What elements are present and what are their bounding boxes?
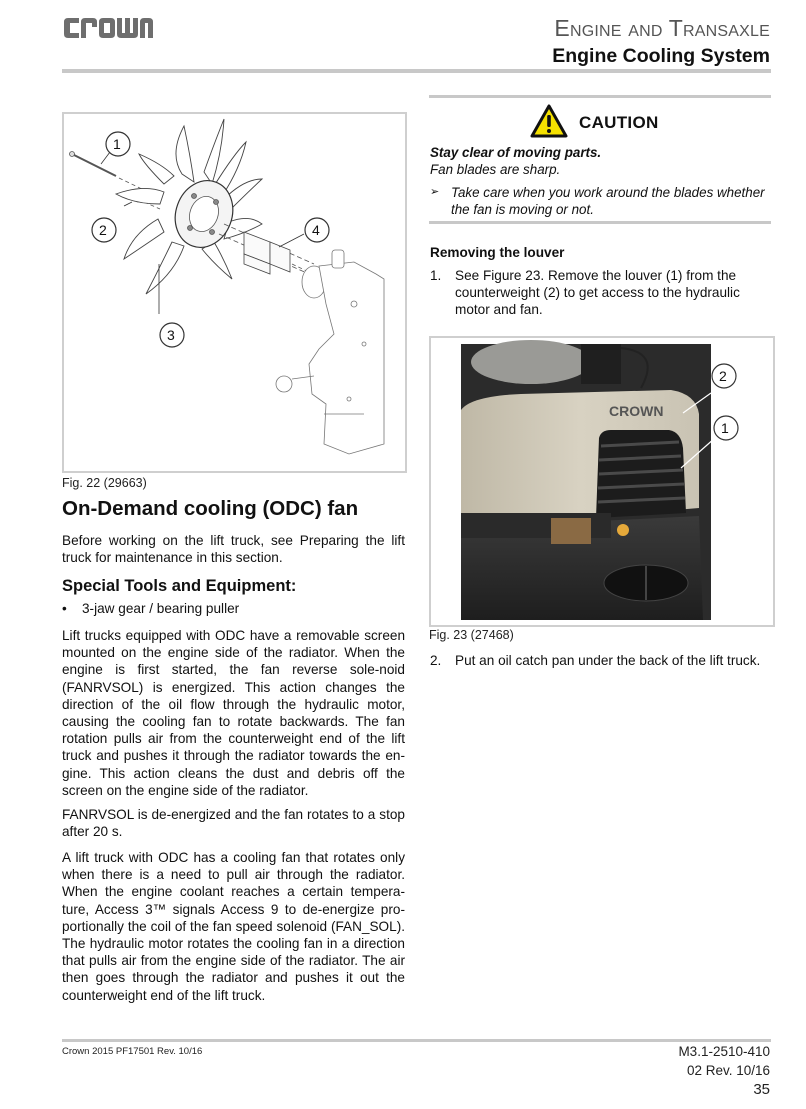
figure-22-caption: Fig. 22 (29663) — [62, 476, 147, 490]
figure-23-callouts — [712, 364, 738, 440]
svg-text:1: 1 — [113, 136, 121, 152]
svg-text:3: 3 — [167, 327, 175, 343]
figure-23-caption: Fig. 23 (27468) — [429, 628, 514, 642]
step-2: 2. Put an oil catch pan under the back of the lift truck. — [430, 653, 761, 668]
special-tools-heading: Special Tools and Equipment: — [62, 577, 297, 595]
caution-line-1: Stay clear of moving parts. — [430, 145, 602, 160]
footer-copyright: Crown 2015 PF17501 Rev. 10/16 — [62, 1046, 203, 1057]
caution-title: CAUTION — [579, 113, 659, 132]
page-number: 35 — [753, 1081, 770, 1098]
warning-triangle-icon — [530, 104, 568, 138]
bullet-dot-icon: • — [62, 601, 67, 616]
svg-text:4: 4 — [312, 222, 320, 238]
odc-paragraph-2: FANRVSOL is de-energized and the fan rotates to a stop after 20 s. — [62, 807, 405, 840]
arrow-bullet-icon: ➢ — [430, 186, 440, 198]
odc-paragraph-1: Lift trucks equipped with ODC have a removable screen mounted on the engine side of the radiator. When the engine is first started, the fan reverse sole-noid (FANRVSOL) is energized. This action changes the direction of the oil flow through the hydraulic motor, causing the cooling fan to rotate backwards. The fan rotation pulls air from the counterweight end of the lift truck and pushes it through the radiator towards the en-gine. This action cleans the dust and debris off the screen on the engine side of the radiator. — [62, 628, 405, 798]
odc-intro-paragraph: Before working on the lift truck, see Preparing the lift truck for maintenance in this section. — [62, 533, 405, 566]
fan-assembly-illustration — [64, 114, 405, 471]
footer-revision: 02 Rev. 10/16 — [686, 1063, 770, 1078]
step-1: 1. See Figure 23. Remove the louver (1) from the counterweight (2) to get access to the hydraulic motor and fan. — [430, 268, 740, 318]
svg-text:1: 1 — [721, 420, 729, 436]
caution-top-divider — [429, 95, 771, 98]
truck-brand: CROWN — [609, 403, 664, 419]
footer-divider — [62, 1039, 771, 1042]
counterweight-photo — [431, 338, 773, 625]
header-divider — [62, 69, 771, 73]
caution-bottom-divider — [429, 221, 771, 224]
footer-doc-number: M3.1-2510-410 — [678, 1044, 770, 1059]
svg-text:2: 2 — [719, 368, 727, 384]
section-title: Engine Cooling System — [552, 45, 770, 67]
tool-list-item: • 3-jaw gear / bearing puller — [62, 601, 240, 616]
figure-23-louver-photo — [429, 336, 775, 627]
caution-line-2: Fan blades are sharp. — [430, 162, 561, 177]
odc-paragraph-3: A lift truck with ODC has a cooling fan that rotates only when there is a need to pull air through the radiator. When the engine coolant reaches a certain tempera-ture, Access 3™ signals Access 9 to de-energize pro-portionally the coil of the fan speed solenoid (FAN_SOL). The hydraulic motor rotates the cooling fan in a direction that pulls air from the engine side of the radiator. The air then goes through the radiator and pushes it out the counterweight end of the lift truck. — [62, 850, 405, 1003]
crown-logo — [62, 16, 154, 40]
figure-22-fan-exploded-view — [62, 112, 407, 473]
svg-text:2: 2 — [99, 222, 107, 238]
odc-fan-heading: On-Demand cooling (ODC) fan — [62, 497, 359, 520]
chapter-title: Engine and Transaxle — [554, 15, 770, 41]
removing-louver-heading: Removing the louver — [430, 245, 565, 260]
